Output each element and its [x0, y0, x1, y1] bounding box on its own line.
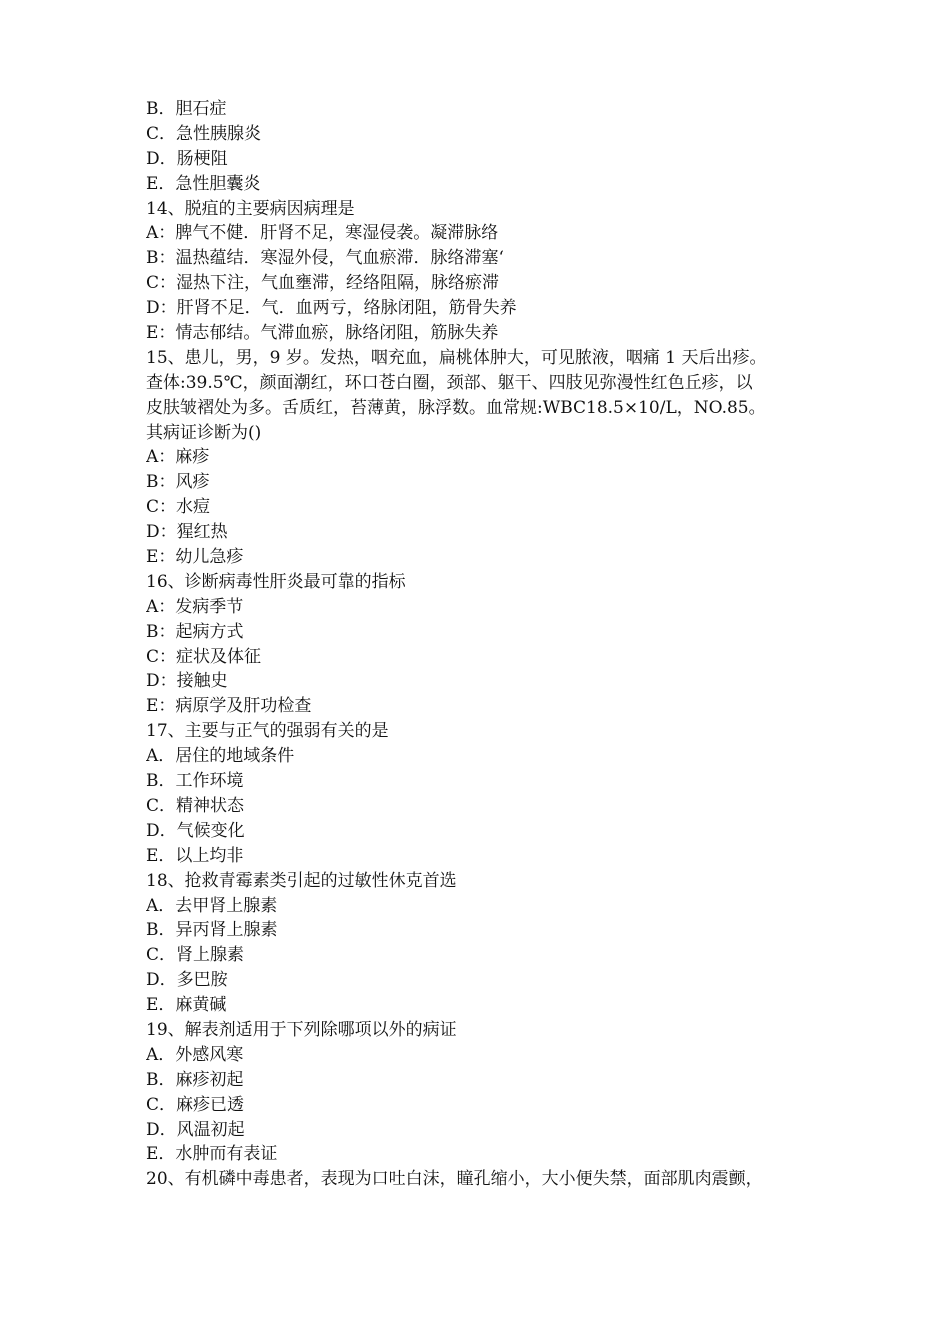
- option-line: C：湿热下注，气血壅滞，经络阻隔，脉络瘀滞: [146, 273, 500, 294]
- option-line: C．急性胰腺炎: [146, 123, 262, 144]
- document-body: [146, 97, 826, 1192]
- option-line: D：接触史: [146, 671, 228, 692]
- option-line: B．麻疹初起: [146, 1069, 244, 1090]
- question-14: 14、脱疽的主要病因病理是: [146, 198, 355, 219]
- option-line: A．去甲肾上腺素: [146, 895, 278, 916]
- option-line: B：温热蕴结．寒湿外侵，气血瘀滞．脉络滞塞‘: [146, 248, 504, 269]
- option-line: D．肠梗阻: [146, 148, 228, 169]
- option-line: E．水肿而有表证: [146, 1144, 278, 1165]
- option-line: A．居住的地域条件: [146, 746, 295, 767]
- option-line: A：麻疹: [146, 447, 210, 468]
- question-15: 15、患儿，男，9 岁。发热，咽充血，扁桃体肿大，可见脓液，咽痛 1 天后出疹。: [146, 347, 767, 368]
- question-16: 16、诊断病毒性肝炎最可靠的指标: [146, 571, 406, 592]
- question-17: 17、主要与正气的强弱有关的是: [146, 721, 389, 742]
- option-line: C：水痘: [146, 497, 211, 518]
- option-line: E．麻黄碱: [146, 995, 227, 1016]
- option-line: A：发病季节: [146, 596, 244, 617]
- option-line: D．气候变化: [146, 820, 245, 841]
- option-line: D．多巴胺: [146, 970, 228, 991]
- option-line: B：起病方式: [146, 621, 244, 642]
- option-line: B．胆石症: [146, 99, 227, 119]
- question-15-text: 查体:39.5℃，颜面潮红，环口苍白圈，颈部、躯干、四肢见弥漫性红色丘疹，以: [146, 372, 753, 393]
- question-15-text: 其病证诊断为(): [146, 422, 262, 443]
- option-line: E：幼儿急疹: [146, 547, 244, 568]
- option-line: E．急性胆囊炎: [146, 173, 261, 194]
- option-line: C．麻疹已透: [146, 1094, 245, 1115]
- option-line: E．以上均非: [146, 845, 244, 866]
- option-line: A．外感风寒: [146, 1044, 244, 1065]
- option-line: E：情志郁结。气滞血瘀，脉络闭阻，筋脉失养: [146, 323, 499, 344]
- option-line: E：病原学及肝功检查: [146, 696, 312, 717]
- option-line: B：风疹: [146, 472, 210, 493]
- option-line: C：症状及体征: [146, 646, 262, 667]
- option-line: A：脾气不健．肝肾不足，寒湿侵袭。凝滞脉络: [146, 223, 499, 244]
- option-line: C．精神状态: [146, 795, 245, 816]
- question-20: 20、有机磷中毒患者，表现为口吐白沫，瞳孔缩小，大小便失禁，面部肌肉震颤，: [146, 1169, 763, 1190]
- option-line: D．风温初起: [146, 1119, 245, 1140]
- option-line: D：肝肾不足．气．血两亏，络脉闭阻，筋骨失养: [146, 298, 517, 319]
- option-line: B．异丙肾上腺素: [146, 920, 278, 941]
- question-15-text: 皮肤皱褶处为多。舌质红，苔薄黄，脉浮数。血常规:WBC18.5×10/L，NO.85。: [146, 397, 766, 418]
- question-18: 18、抢救青霉素类引起的过敏性休克首选: [146, 870, 457, 891]
- option-line: D：猩红热: [146, 522, 228, 543]
- option-line: B．工作环境: [146, 771, 244, 792]
- question-19: 19、解表剂适用于下列除哪项以外的病证: [146, 1019, 457, 1040]
- option-line: C．肾上腺素: [146, 945, 245, 966]
